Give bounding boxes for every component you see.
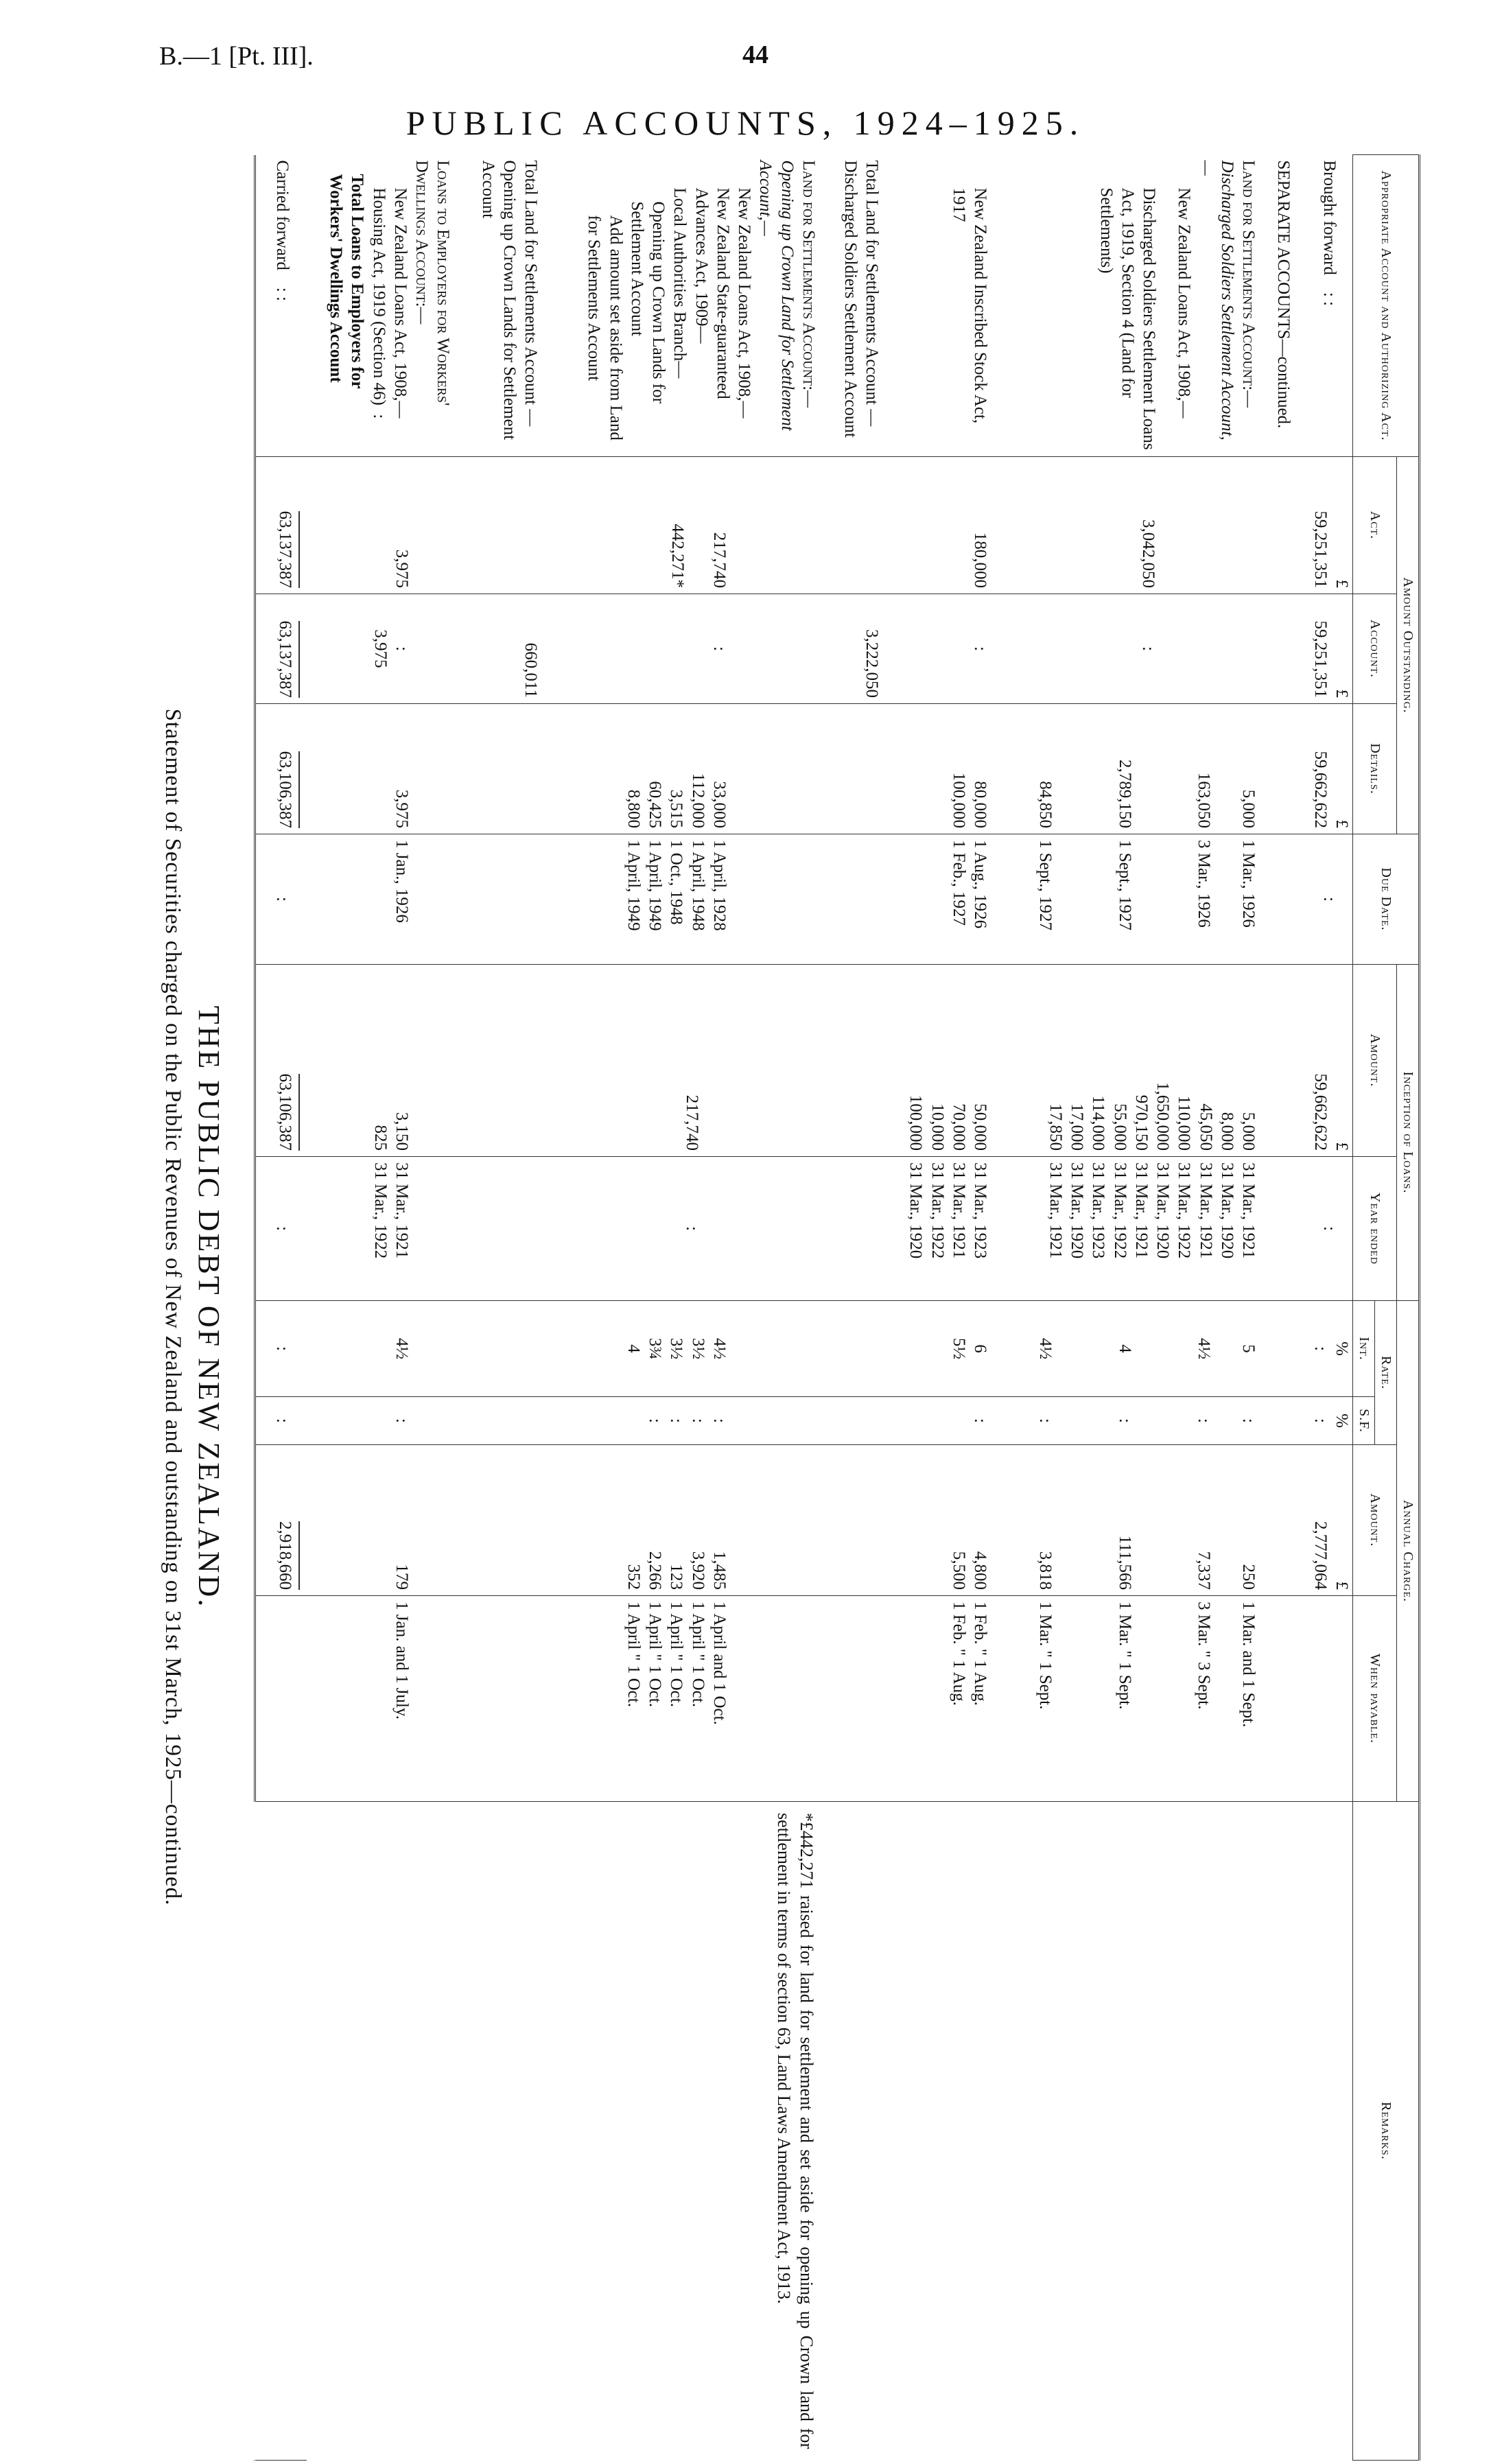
col-rate-header: Rate. <box>1375 1301 1397 1445</box>
section-heading-row: SEPARATE ACCOUNTS—continued. <box>1269 155 1304 2461</box>
table-row-dssa-total: Total Land for Settlements Account —Discharged Soldiers Settlement Account 3,222,050 <box>833 155 892 2461</box>
table-row-brought-forward: Brought forward : : £ 59,251,351 £ 59,251,351 £ 59,662,622 : £ 59,662,622 : % : % : £ 2,777,064 *£442,271 raised for land for settlement and set aside for opening up Crown land for settlement in terms of section 63, Land Laws Amendment Act, 1913. <box>1304 155 1352 2461</box>
col-remarks-header: Remarks. <box>1353 1802 1420 2461</box>
table-row-dssa-stock: New Zealand Inscribed Stock Act, 1917 180,000 : 80,000 100,000 1 Aug., 1926 1 Feb., 1927 50,000 70,000 10,000 100,000 31 Mar., 1923 31 Mar., 1921 31 Mar., 1922 31 Mar., 1920 6 5½ : 4,800 5,500 1 Feb. " 1 Aug. 1 Feb. " 1 Aug. <box>892 155 1005 2461</box>
table-row-workers: Loans to Employers for Workers' Dwellings Account:— New Zealand Loans Act, 1908,— Housing Act, 1919 (Section 46) : Total Loans to Employers for Workers' Dwellings Account 3,975 : 3,975 3,975 1 Jan., 1926 3,150 825 31 Mar., 1921 31 Mar., 1922 4½ : 179 1 Jan. and 1 July. <box>307 155 467 2461</box>
page-reference: B.—1 [Pt. III]. <box>159 42 314 71</box>
table-title: THE PUBLIC DEBT OF NEW ZEALAND. <box>192 1005 226 1609</box>
rotated-debt-table <box>130 154 1420 2460</box>
col-amount-outstanding-header: Amount Outstanding. <box>1397 457 1420 834</box>
table-row-ocl-total: Total Land for Settlements Account —Opening up Crown Lands for Settlement Account 660,011 <box>467 155 551 2461</box>
table-row-carried-forward: Carried forward : : 63,137,387 63,137,387 63,106,387 : 63,106,387 : : : 2,918,660 <box>255 155 307 2461</box>
col-account-amount-header: Account. <box>1353 594 1397 704</box>
col-year-ended-header: Year ended <box>1353 1157 1397 1301</box>
col-inception-header: Inception of Loans. <box>1397 965 1420 1301</box>
col-charge-amount-header: Amount. <box>1353 1445 1397 1596</box>
col-when-payable-header: When payable. <box>1353 1596 1397 1802</box>
remark-note: *£442,271 raised for land for settlement and set aside for opening up Crown land for settlement in terms of section 63, Land Laws Amendment Act, 1913. <box>774 1813 817 2449</box>
col-due-date-header: Due Date. <box>1353 834 1420 965</box>
col-act-header: Act. <box>1353 457 1397 594</box>
table-subtitle: Statement of Securities charged on the Public Revenues of New Zealand and outstanding on 31st March, 1925—continued. <box>161 708 185 1906</box>
table-row-ocl: Land for Settlements Account:— Opening up Crown Land for Settlement Account,— New Zealand Loans Act, 1908,— New Zealand State-guaranteed Advances Act, 1909— Local Authorities Branch— Opening up Crown Lands for Settlement Account Add amount set aside from Land for Settlements Account 217,740 442,271* : 33,000 112,000 3,515 60,425 8,800 1 April, 1928 1 April, 1948 1 Oct., 1948 1 April, 1949 1 April, 1949 217,740 : 4½ 3½ 3½ 3¾ 4 : : : : 1,485 3,920 123 2,266 352 1 April and 1 Oct. 1 April " 1 Oct. 1 April " 1 Oct. 1 April " 1 Oct. 1 April " 1 Oct. <box>551 155 833 2461</box>
table-row-dssa-first: Land for Settlements Account:— Discharged Soldiers Settlement Account,— New Zealand Loans Act, 1908,— Discharged Soldiers Settlement Loans Act, 1919, Section 4 (Land for Settlements) 3,042,050 : 5,000 163,050 2,789,150 84,850 1 Mar., 1926 3 Mar., 1926 1 Sept., 1927 1 Sept., 1927 5,000 8,000 45,050 110,000 1,650,000 970,150 55,000 114,000 17,000 17,850 31 Mar., 1921 31 Mar., 1920 31 Mar., 1921 31 Mar., 1922 31 Mar., 1920 31 Mar., 1921 31 Mar., 1922 31 Mar., 1923 31 Mar., 1920 31 Mar., 1921 5 4½ 4 4½ : : : : 250 7,337 111,566 3,818 1 Mar. and 1 Sept. 3 Mar. " 3 Sept. 1 Mar. " 1 Sept. 1 Mar. " 1 Sept. <box>1005 155 1269 2461</box>
running-title: PUBLIC ACCOUNTS, 1924–1925. <box>406 104 1085 142</box>
col-sf-header: S.F. <box>1353 1397 1375 1445</box>
col-int-header: Int. <box>1353 1301 1375 1397</box>
page-number: 44 <box>742 40 768 69</box>
remarks-cell <box>255 1802 1353 2461</box>
col-annual-charge-header: Annual Charge. <box>1397 1301 1420 1802</box>
col-account-header: Appropriate Account and Authorizing Act. <box>1353 155 1420 457</box>
col-details-header: Details. <box>1353 704 1397 834</box>
col-inception-amount-header: Amount. <box>1353 965 1397 1157</box>
public-debt-table <box>254 154 1420 2461</box>
